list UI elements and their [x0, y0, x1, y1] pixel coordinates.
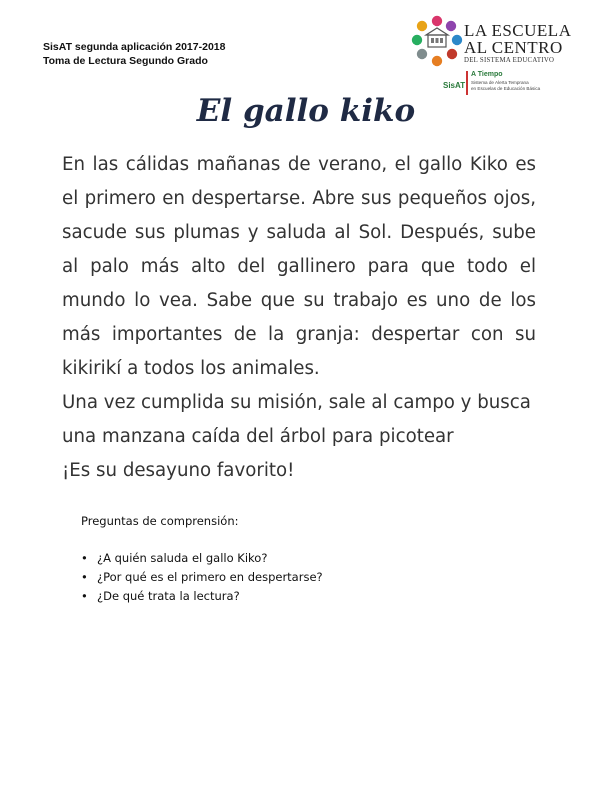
- bullet-icon: •: [81, 589, 88, 603]
- bullet-icon: •: [81, 570, 88, 584]
- logo-icon-ring: [410, 14, 464, 70]
- question-item: [81, 587, 521, 606]
- logo-title-line2: AL CENTRO: [464, 38, 563, 57]
- logo-dot-8: [417, 21, 427, 31]
- sisat-description-line1: Sistema de Alerta Temprana: [471, 80, 529, 85]
- logo-wordmark: [464, 22, 571, 65]
- question-text: ¿Por qué es el primero en despertarse?: [97, 570, 323, 584]
- bullet-icon: •: [81, 551, 88, 565]
- logo-dot-5: [432, 56, 442, 66]
- question-text: ¿A quién saluda el gallo Kiko?: [97, 551, 268, 565]
- logo-dot-4: [447, 49, 457, 59]
- story-paragraph-1: En las cálidas mañanas de verano, el gallo Kiko es el primero en despertarse. Abre sus pequeños ojos, sacude sus plumas y saluda al Sol. Después, sube al palo más alto del gallinero para que todo el mundo lo vea. Sabe que su trabajo es uno de los más importantes de la granja: despertar con su kikirikí a todos los animales.: [62, 154, 536, 379]
- story-paragraph-3: ¡Es su desayuno favorito!: [62, 460, 295, 481]
- header-subject-line: Toma de Lectura Segundo Grado: [43, 55, 208, 67]
- reading-text: [62, 148, 536, 488]
- logo-dot-3: [452, 35, 462, 45]
- reading-title: El gallo kiko: [196, 93, 416, 129]
- logo-title-line1: LA ESCUELA: [464, 21, 572, 40]
- question-item: [81, 568, 521, 587]
- question-item: [81, 549, 521, 568]
- sisat-divider: [466, 71, 468, 95]
- logo-subtitle: DEL SISTEMA EDUCATIVO: [464, 57, 555, 64]
- header-program-line: SisAT segunda aplicación 2017-2018: [43, 41, 226, 53]
- sisat-description-line2: en Escuelas de Educación Básica: [471, 86, 541, 91]
- logo-dot-2: [446, 21, 456, 31]
- school-logo: [410, 14, 595, 98]
- questions-list: [81, 549, 521, 606]
- comprehension-questions: [81, 513, 521, 606]
- question-text: ¿De qué trata la lectura?: [97, 589, 240, 603]
- sisat-tagline: A Tiempo: [471, 71, 503, 78]
- logo-dot-7: [412, 35, 422, 45]
- sisat-label: SisAT: [443, 81, 466, 90]
- logo-dot-6: [417, 49, 427, 59]
- story-paragraph-2: Una vez cumplida su misión, sale al campo y busca una manzana caída del árbol para picotear: [62, 392, 531, 447]
- questions-heading: Preguntas de comprensión:: [81, 514, 239, 528]
- document-header: [43, 40, 225, 68]
- logo-dot-1: [432, 16, 442, 26]
